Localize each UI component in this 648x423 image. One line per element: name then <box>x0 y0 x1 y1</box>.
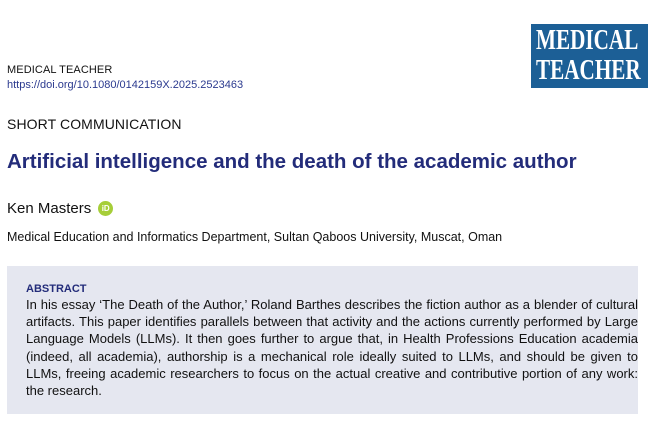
abstract-box <box>7 266 638 414</box>
doi-link[interactable]: https://doi.org/10.1080/0142159X.2025.2523463 <box>7 79 244 91</box>
author-line <box>7 200 113 217</box>
abstract-heading: ABSTRACT <box>26 283 87 295</box>
logo-line-2: TEACHER <box>536 54 641 86</box>
logo-line-1: MEDICAL <box>536 24 639 56</box>
author-affiliation: Medical Education and Informatics Department, Sultan Qaboos University, Muscat, Oman <box>7 230 503 244</box>
article-type: SHORT COMMUNICATION <box>7 116 182 132</box>
journal-logo <box>531 24 648 88</box>
article-title: Artificial intelligence and the death of the academic author <box>7 150 577 173</box>
orcid-icon[interactable]: iD <box>98 201 113 216</box>
author-name: Ken Masters <box>7 200 92 217</box>
journal-name: MEDICAL TEACHER <box>7 64 113 76</box>
abstract-text: In his essay ‘The Death of the Author,’ Roland Barthes describes the fiction author as a blender of cultural artifacts. This paper identifies parallels between that activity and the actions currently performed by Large Language Models (LLMs). It then goes further to argue that, in Health Professions Education academia (indeed, all academia), authorship is a mechanical role ideally suited to LLMs, and should be given to LLMs, freeing academic researchers to focus on the actual creative and contributive portion of any work: the research. <box>26 297 638 399</box>
